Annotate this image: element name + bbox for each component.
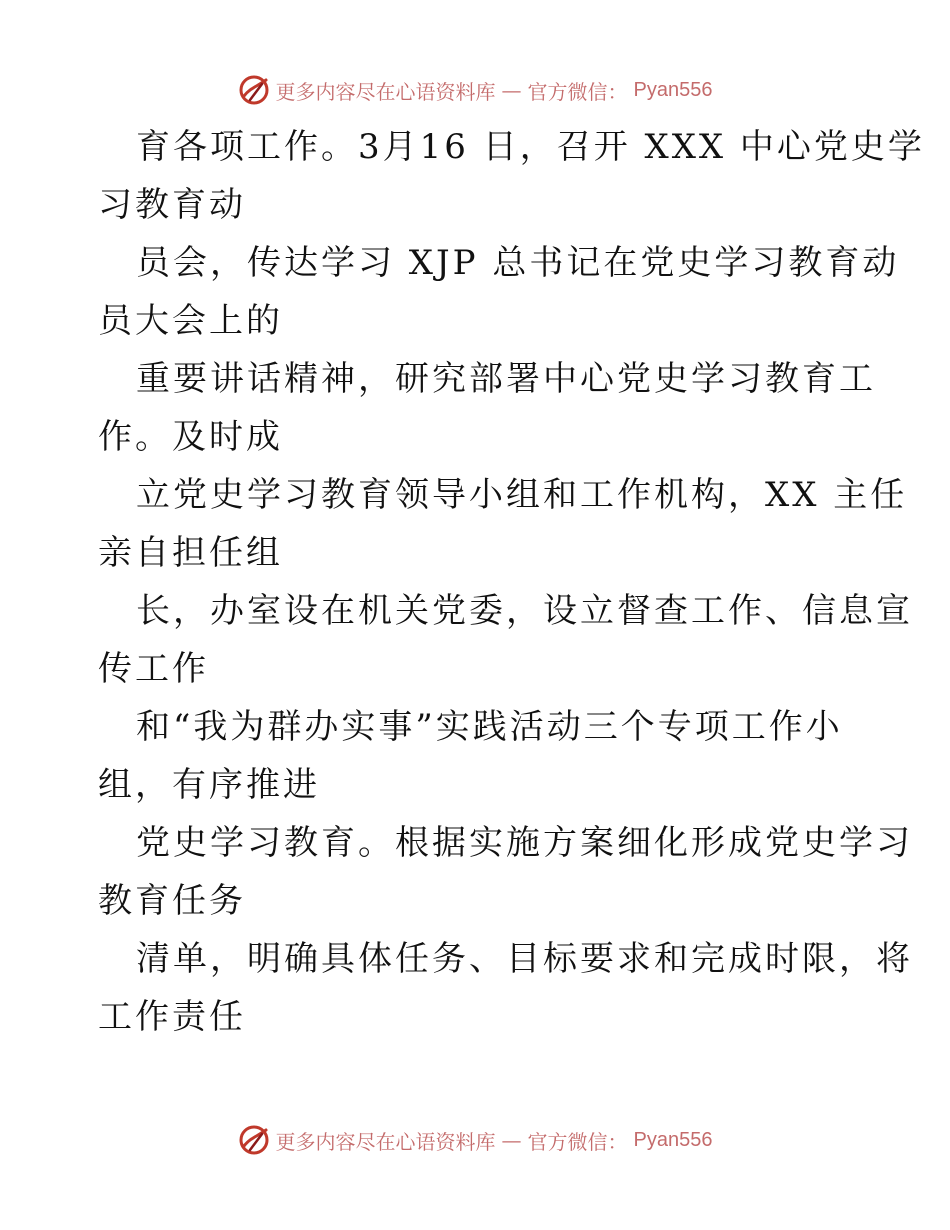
paragraph-line: 员会，传达学习 XJP 总书记在党史学习教育动	[136, 243, 900, 283]
paragraph-line: 亲自担任组	[98, 533, 283, 573]
paragraph-line: 工作责任	[98, 997, 246, 1037]
paragraph-line: 清单，明确具体任务、目标要求和完成时限，将	[136, 939, 913, 979]
paragraph-2	[98, 234, 900, 350]
paragraph-5	[98, 582, 913, 698]
paragraph-line: 传工作	[98, 649, 209, 689]
document-body	[98, 118, 925, 1046]
paragraph-3	[98, 350, 876, 466]
paragraph-4	[98, 466, 908, 582]
paragraph-line: 育各项工作。3月16 日，召开 XXX 中心党史学	[136, 127, 925, 167]
paragraph-line: 习教育动	[98, 185, 246, 225]
paragraph-6	[98, 698, 858, 814]
paragraph-line: 立党史学习教育领导小组和工作机构，XX 主任	[136, 475, 908, 515]
paragraph-8	[98, 930, 913, 1046]
paragraph-line: 员大会上的	[98, 301, 283, 341]
banner-wechat-id: Pyan556	[633, 78, 713, 101]
banner-title: 更多内容尽在心语资料库	[275, 79, 496, 104]
banner-wechat-id: Pyan556	[633, 1128, 713, 1151]
footer-banner	[0, 1120, 950, 1160]
banner-wechat-label: 官方微信：	[527, 1129, 628, 1154]
paragraph-line: 重要讲话精神，研究部署中心党史学习教育工	[136, 359, 876, 399]
banner-title: 更多内容尽在心语资料库	[275, 1129, 496, 1154]
library-logo-icon	[238, 1124, 270, 1156]
library-logo-icon	[238, 74, 270, 106]
banner-separator: —	[501, 78, 522, 102]
banner-separator: —	[501, 1128, 522, 1152]
paragraph-line: 党史学习教育。根据实施方案细化形成党史学习	[136, 823, 913, 863]
paragraph-7	[98, 814, 913, 930]
paragraph-line: 和“我为群办实事”实践活动三个专项工作小	[136, 707, 843, 747]
header-banner	[0, 70, 950, 110]
paragraph-line: 教育任务	[98, 881, 246, 921]
paragraph-1	[98, 118, 925, 234]
banner-wechat-label: 官方微信：	[527, 79, 628, 104]
paragraph-line: 组，有序推进	[98, 765, 320, 805]
paragraph-line: 作。及时成	[98, 417, 283, 457]
paragraph-line: 长，办室设在机关党委，设立督查工作、信息宣	[136, 591, 913, 631]
